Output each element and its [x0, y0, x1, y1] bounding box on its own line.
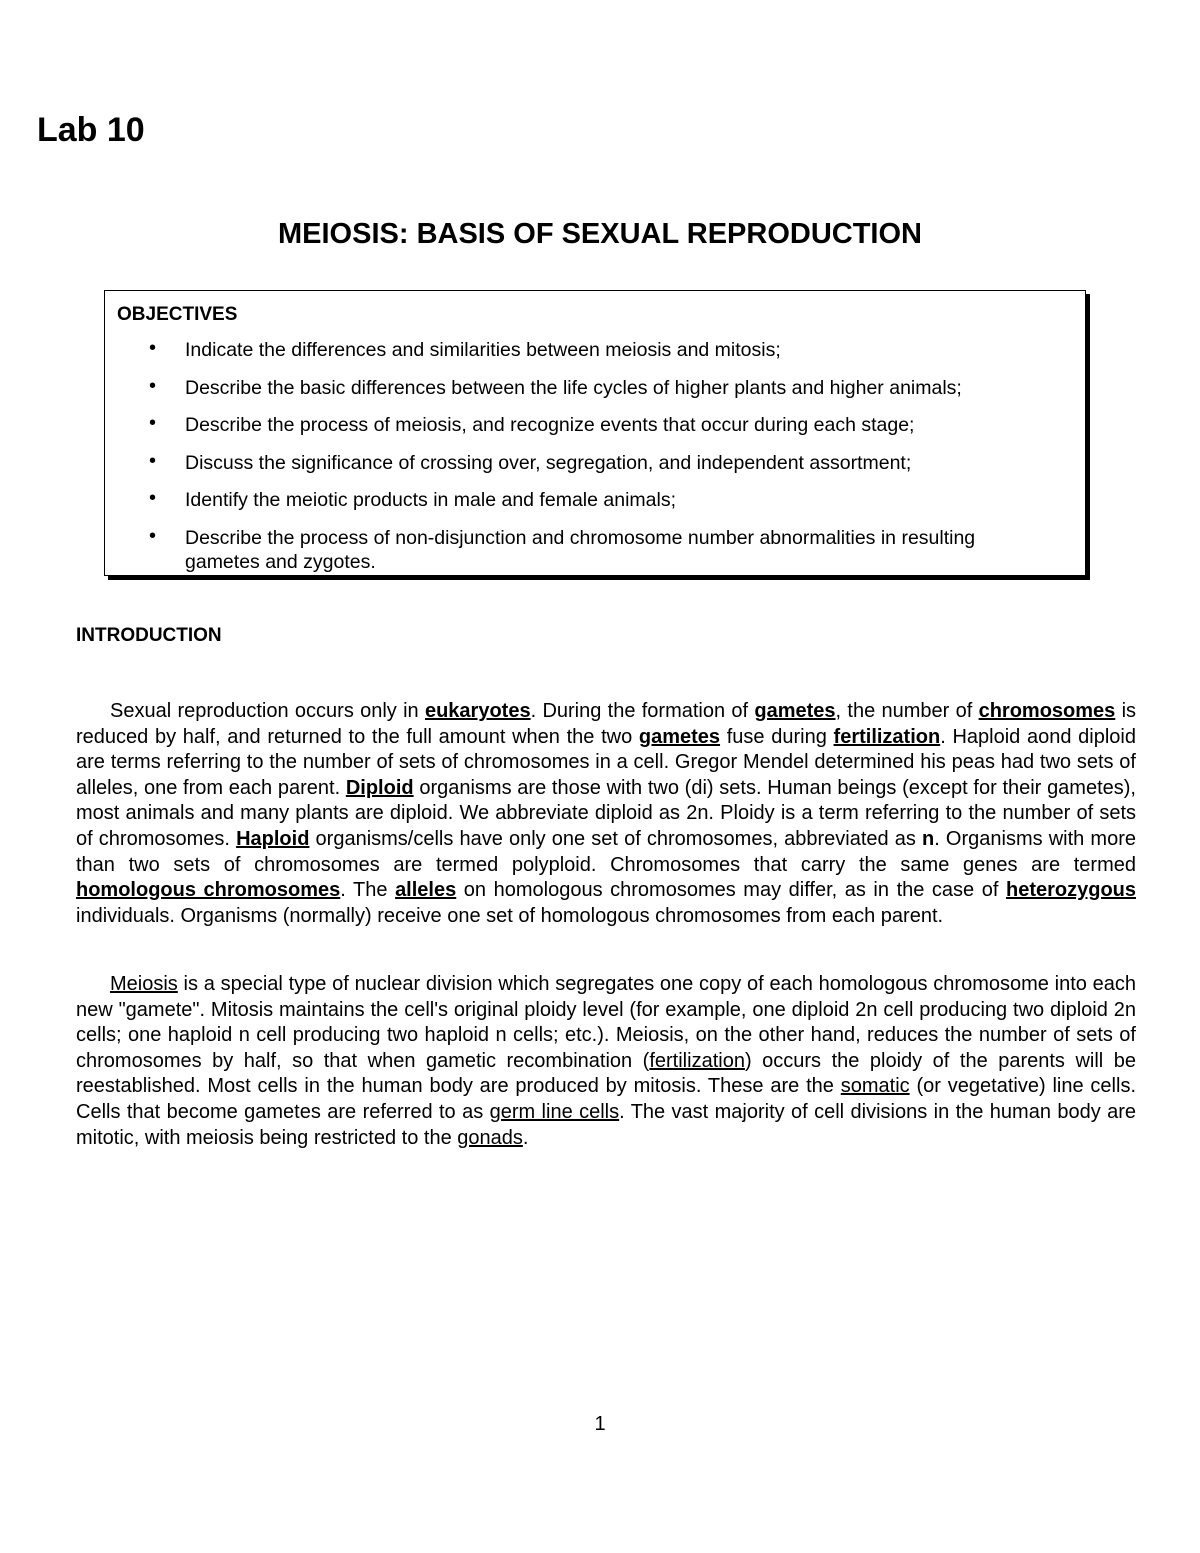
text-run: .	[522, 1126, 529, 1149]
key-term: gonads	[457, 1126, 523, 1149]
text-run: organisms are those with two (di) sets. Human beings (except for their gametes), most animals and many plants are diploid. We abbreviate diploid as 2n. Ploidy is a term referring to the number of sets of chromosomes.	[76, 776, 1136, 850]
key-term: heterozygous	[1005, 879, 1137, 902]
text-run: ) occurs the ploidy of the parents will be reestablished. Most cells in the human body are produced by mitosis. These are the	[76, 1049, 1136, 1098]
text-run: . Organisms with more than two sets of chromosomes are termed polyploid. Chromosomes that carry the same genes are termed	[76, 827, 1136, 876]
text-run: fuse during	[720, 725, 834, 748]
text-run: . The	[340, 879, 396, 902]
key-term: Diploid	[345, 776, 414, 799]
objective-text: Indicate the differences and similarities between meiosis and mitosis;	[185, 339, 781, 361]
bullet-icon: •	[149, 487, 157, 509]
objective-text: Describe the process of meiosis, and recognize events that occur during each stage;	[185, 414, 915, 436]
key-term: fertilization	[649, 1049, 745, 1072]
document-title: MEIOSIS: BASIS OF SEXUAL REPRODUCTION	[278, 218, 922, 250]
text-run: on homologous chromosomes may differ, as in the case of	[456, 879, 1006, 902]
text-run: . Haploid aond diploid are terms referring to the number of sets of chromosomes in a cell. Gregor Mendel determined his peas had two sets of alleles, one from each parent.	[76, 725, 1136, 799]
text-run: individuals. Organisms (normally) receive one set of homologous chromosomes from each parent.	[76, 904, 944, 927]
bold-term: n	[922, 827, 935, 850]
key-term: alleles	[395, 879, 457, 902]
key-term: chromosomes	[978, 700, 1116, 722]
key-term: somatic	[840, 1075, 910, 1098]
key-term: Meiosis	[110, 973, 178, 995]
lab-number: Lab 10	[37, 111, 145, 149]
introduction-paragraph-2	[76, 972, 1136, 1151]
key-term: fertilization	[833, 725, 941, 748]
bullet-icon: •	[149, 449, 157, 472]
bullet-icon: •	[149, 337, 157, 359]
objectives-box	[104, 290, 1086, 576]
objective-item	[117, 488, 1085, 512]
text-run: (or vegetative) line cells. Cells that become gametes are referred to as	[76, 1075, 1136, 1123]
text-run: Sexual reproduction occurs only in	[110, 700, 425, 722]
objective-item	[117, 451, 1085, 475]
introduction-heading: INTRODUCTION	[76, 625, 222, 646]
objective-item	[117, 376, 1085, 400]
text-run: . The vast majority of cell divisions in the human body are mitotic, with meiosis being restricted to the	[76, 1100, 1137, 1149]
objective-item	[117, 338, 1085, 362]
bullet-icon: •	[149, 412, 157, 434]
bullet-icon: •	[149, 374, 157, 397]
objective-item	[117, 413, 1085, 437]
key-term: gametes	[638, 725, 721, 748]
introduction-paragraph-1	[76, 699, 1136, 929]
objective-text: Identify the meiotic products in male and female animals;	[185, 489, 676, 511]
text-run: , the number of	[835, 700, 979, 722]
objective-item	[117, 526, 1085, 574]
key-term: gametes	[754, 700, 836, 722]
bullet-icon: •	[149, 524, 157, 547]
key-term: germ line cells	[489, 1100, 620, 1123]
objective-text: Discuss the significance of crossing over, segregation, and independent assortment;	[185, 451, 912, 474]
objectives-heading: OBJECTIVES	[117, 304, 238, 325]
text-run: . During the formation of	[530, 700, 755, 722]
key-term: Haploid	[236, 827, 310, 850]
text-run: organisms/cells have only one set of chromosomes, abbreviated as	[309, 827, 923, 850]
text-run: is reduced by half, and returned to the full amount when the two	[76, 700, 1137, 748]
objective-text: Describe the basic differences between the life cycles of higher plants and higher animals;	[185, 376, 962, 399]
objectives-list	[117, 338, 1085, 574]
text-run: is a special type of nuclear division which segregates one copy of each homologous chromosome into each new "gamete". Mitosis maintains the cell's original ploidy level (for example, one diploid 2n cell producing two diploid 2n cells; one haploid n cell producing two haploid n cells; etc.). Meiosis, on the other hand, reduces the number of sets of chromosomes by half, so that when gametic recombination (	[76, 973, 1136, 1072]
objective-text: Describe the process of non-disjunction and chromosome number abnormalities in resulting gametes and zygotes.	[185, 526, 976, 573]
page-number: 1	[594, 1413, 606, 1435]
key-term: homologous chromosomes	[76, 879, 341, 902]
key-term: eukaryotes	[424, 700, 531, 722]
